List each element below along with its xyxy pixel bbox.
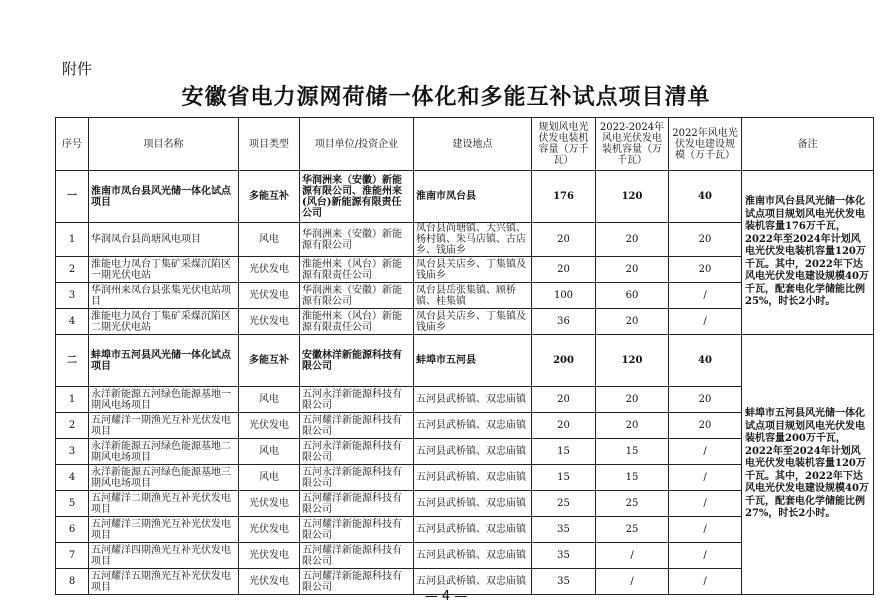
cell-company: 五河耀洋新能源科技有限公司 — [300, 517, 414, 543]
header-planned: 规划风电光伏发电装机容量（万千瓦） — [532, 118, 596, 171]
cell-plan-2022-2024: 20 — [596, 309, 669, 335]
cell-no: 5 — [56, 491, 89, 517]
cell-no: 4 — [56, 309, 89, 335]
cell-planned: 20 — [532, 387, 596, 413]
cell-type: 光伏发电 — [239, 517, 300, 543]
cell-type: 风电 — [239, 439, 300, 465]
cell-location: 五河县武桥镇、双忠庙镇 — [414, 465, 532, 491]
cell-plan-2022-2024: 15 — [596, 439, 669, 465]
cell-planned: 20 — [532, 413, 596, 439]
cell-company: 五河耀洋新能源科技有限公司 — [300, 569, 414, 595]
cell-type: 光伏发电 — [239, 569, 300, 595]
header-scale-2022: 2022年风电光伏发电建设规模（万千瓦） — [669, 118, 742, 171]
cell-no: 1 — [56, 387, 89, 413]
cell-planned: 15 — [532, 439, 596, 465]
cell-no: 3 — [56, 283, 89, 309]
group-row — [56, 335, 874, 387]
cell-company: 五河耀洋新能源科技有限公司 — [300, 413, 414, 439]
cell-project-name: 五河耀洋一期渔光互补光伏发电项目 — [89, 413, 239, 439]
cell-project-name: 五河耀洋四期渔光互补光伏发电项目 — [89, 543, 239, 569]
group-cell-planned: 200 — [532, 335, 596, 387]
cell-planned: 36 — [532, 309, 596, 335]
cell-type: 光伏发电 — [239, 491, 300, 517]
cell-project-name: 五河耀洋二期渔光互补光伏发电项目 — [89, 491, 239, 517]
cell-scale-2022: 20 — [669, 223, 742, 257]
cell-planned: 25 — [532, 491, 596, 517]
cell-project-name: 五河耀洋五期渔光互补光伏发电项目 — [89, 569, 239, 595]
cell-type: 光伏发电 — [239, 309, 300, 335]
cell-scale-2022: / — [669, 465, 742, 491]
cell-project-name: 永洋新能源五河绿色能源基地二期风电场项目 — [89, 439, 239, 465]
cell-planned: 15 — [532, 465, 596, 491]
cell-type: 光伏发电 — [239, 543, 300, 569]
cell-plan-2022-2024: 25 — [596, 491, 669, 517]
cell-type: 风电 — [239, 387, 300, 413]
cell-company: 五河永洋新能源科技有限公司 — [300, 387, 414, 413]
cell-no: 7 — [56, 543, 89, 569]
cell-project-name: 淮能电力凤台丁集矿采煤沉陷区二期光伏电站 — [89, 309, 239, 335]
cell-location: 五河县武桥镇、双忠庙镇 — [414, 569, 532, 595]
cell-project-name: 永洋新能源五河绿色能源基地三期风电场项目 — [89, 465, 239, 491]
group-remark: 蚌埠市五河县风光储一体化试点项目规划风电光伏发电装机容量200万千瓦，2022年至2024年计划风电光伏发电装机容量120万千瓦。其中，2022年下达风电光伏发电建设规模40万千瓦，配套电化学储能比例27%，时长2小时。 — [742, 335, 874, 595]
group-cell-no: 一 — [56, 171, 89, 223]
cell-planned: 35 — [532, 517, 596, 543]
cell-type: 风电 — [239, 223, 300, 257]
header-location: 建设地点 — [414, 118, 532, 171]
cell-scale-2022: / — [669, 309, 742, 335]
cell-location: 五河县武桥镇、双忠庙镇 — [414, 413, 532, 439]
cell-type: 光伏发电 — [239, 283, 300, 309]
header-remark: 备注 — [742, 118, 874, 171]
cell-company: 华润洲来（安徽）新能源有限公司 — [300, 223, 414, 257]
cell-scale-2022: 20 — [669, 257, 742, 283]
cell-location: 五河县武桥镇、双忠庙镇 — [414, 387, 532, 413]
cell-no: 4 — [56, 465, 89, 491]
cell-project-name: 五河耀洋三期渔光互补光伏发电项目 — [89, 517, 239, 543]
page-number: — 4 — — [424, 589, 468, 604]
cell-scale-2022: / — [669, 543, 742, 569]
group-cell-company: 安徽林洋新能源科技有限公司 — [300, 335, 414, 387]
cell-no: 3 — [56, 439, 89, 465]
cell-planned: 35 — [532, 569, 596, 595]
header-type: 项目类型 — [239, 118, 300, 171]
group-cell-type: 多能互补 — [239, 171, 300, 223]
group-cell-planned: 176 — [532, 171, 596, 223]
group-cell-project-name: 淮南市凤台县风光储一体化试点项目 — [89, 171, 239, 223]
cell-company: 五河耀洋新能源科技有限公司 — [300, 543, 414, 569]
cell-planned: 20 — [532, 257, 596, 283]
cell-scale-2022: 20 — [669, 387, 742, 413]
group-cell-plan-2022-2024: 120 — [596, 171, 669, 223]
cell-plan-2022-2024: / — [596, 569, 669, 595]
header-plan-2022-2024: 2022-2024年风电光伏发电装机容量（万千瓦） — [596, 118, 669, 171]
header-no: 序号 — [56, 118, 89, 171]
group-cell-scale-2022: 40 — [669, 335, 742, 387]
header-company: 项目单位/投资企业 — [300, 118, 414, 171]
cell-type: 光伏发电 — [239, 257, 300, 283]
group-cell-location: 淮南市凤台县 — [414, 171, 532, 223]
cell-no: 2 — [56, 257, 89, 283]
cell-location: 五河县武桥镇、双忠庙镇 — [414, 491, 532, 517]
group-cell-project-name: 蚌埠市五河县风光储一体化试点项目 — [89, 335, 239, 387]
document-title: 安徽省电力源网荷储一体化和多能互补试点项目清单 — [181, 84, 711, 110]
cell-location: 凤台县关店乡、丁集镇及钱庙乡 — [414, 309, 532, 335]
cell-type: 风电 — [239, 465, 300, 491]
group-cell-location: 蚌埠市五河县 — [414, 335, 532, 387]
cell-project-name: 华润州来凤台县张集光伏电站项目 — [89, 283, 239, 309]
cell-location: 五河县武桥镇、双忠庙镇 — [414, 543, 532, 569]
cell-location: 凤台县关店乡、丁集镇及钱庙乡 — [414, 257, 532, 283]
cell-plan-2022-2024: / — [596, 543, 669, 569]
cell-no: 6 — [56, 517, 89, 543]
cell-project-name: 永洋新能源五河绿色能源基地一期风电场项目 — [89, 387, 239, 413]
cell-company: 华润洲来（安徽）新能源有限公司 — [300, 283, 414, 309]
cell-plan-2022-2024: 15 — [596, 465, 669, 491]
cell-scale-2022: / — [669, 283, 742, 309]
cell-no: 2 — [56, 413, 89, 439]
cell-company: 淮能州来（风台）新能源有限责任公司 — [300, 309, 414, 335]
cell-company: 五河耀洋新能源科技有限公司 — [300, 491, 414, 517]
group-cell-company: 华润洲来（安徽）新能源有限公司、淮能州来(风台)新能源有限责任公司 — [300, 171, 414, 223]
cell-scale-2022: / — [669, 491, 742, 517]
cell-planned: 35 — [532, 543, 596, 569]
cell-location: 凤台县岳张集镇、顾桥镇、桂集镇 — [414, 283, 532, 309]
cell-plan-2022-2024: 25 — [596, 517, 669, 543]
cell-plan-2022-2024: 20 — [596, 257, 669, 283]
cell-scale-2022: / — [669, 439, 742, 465]
cell-location: 五河县武桥镇、双忠庙镇 — [414, 517, 532, 543]
group-remark: 淮南市风台县风光储一体化试点项目规划风电光伏发电装机容量176万千瓦，2022年至2024年计划风电光伏发电装机容量120万千瓦。其中，2022年下达风电光伏发电建设规模40万千瓦，配套电化学储能比例25%，时长2小时。 — [742, 171, 874, 335]
cell-plan-2022-2024: 20 — [596, 413, 669, 439]
group-cell-plan-2022-2024: 120 — [596, 335, 669, 387]
cell-scale-2022: 20 — [669, 413, 742, 439]
cell-project-name: 华润凤台县尚塘风电项目 — [89, 223, 239, 257]
cell-location: 凤台县尚塘镇、大兴镇、杨村镇、朱马店镇、古店乡、钱庙乡 — [414, 223, 532, 257]
cell-location: 五河县武桥镇、双忠庙镇 — [414, 439, 532, 465]
group-cell-scale-2022: 40 — [669, 171, 742, 223]
cell-type: 光伏发电 — [239, 413, 300, 439]
table-header-row — [56, 118, 874, 171]
cell-plan-2022-2024: 60 — [596, 283, 669, 309]
cell-planned: 100 — [532, 283, 596, 309]
group-cell-no: 二 — [56, 335, 89, 387]
group-cell-type: 多能互补 — [239, 335, 300, 387]
cell-plan-2022-2024: 20 — [596, 387, 669, 413]
cell-planned: 20 — [532, 223, 596, 257]
cell-company: 淮能州来（风台）新能源有限责任公司 — [300, 257, 414, 283]
cell-scale-2022: / — [669, 517, 742, 543]
group-row — [56, 171, 874, 223]
cell-plan-2022-2024: 20 — [596, 223, 669, 257]
cell-company: 五河永洋新能源科技有限公司 — [300, 465, 414, 491]
cell-no: 8 — [56, 569, 89, 595]
project-table — [55, 117, 874, 595]
header-name: 项目名称 — [89, 118, 239, 171]
cell-no: 1 — [56, 223, 89, 257]
cell-scale-2022: / — [669, 569, 742, 595]
attachment-label: 附件 — [62, 60, 93, 78]
cell-company: 五河永洋新能源科技有限公司 — [300, 439, 414, 465]
cell-project-name: 淮能电力凤台丁集矿采煤沉陷区一期光伏电站 — [89, 257, 239, 283]
